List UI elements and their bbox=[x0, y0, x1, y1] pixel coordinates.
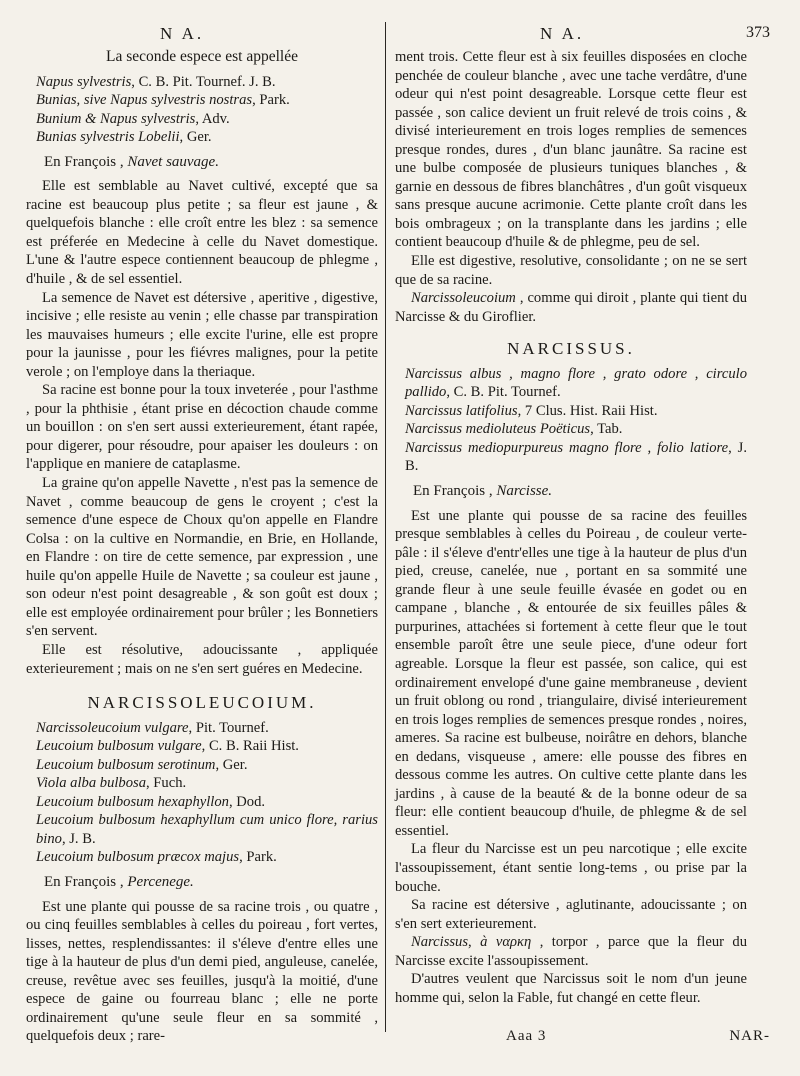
catchword: NAR- bbox=[729, 1028, 770, 1044]
paragraph: Elle est digestive, resolutive, consolidante ; on ne se sert que de sa racine. bbox=[395, 253, 747, 288]
paragraph: La graine qu'on appelle Navette , n'est pas la semence de Navet , comme beaucoup de gens le croyent ; c'est la semence d'une espece de Choux qu'on appelle en Flandre Colsa : on la cultive en Normandie, en Brie, en Hollande, en Flandre : on tire de cette semence, par expression , une huile qu'on appelle Huile de Navette ; sa couleur est jaune , son odeur n'est point desagreable , & son goût est doux ; elle est employée ordinairement pour brûler ; les Bonnetiers s'en servent. bbox=[26, 475, 378, 640]
right-column bbox=[395, 28, 747, 1007]
paragraph: D'autres veulent que Narcissus soit le nom d'un jeune homme qui, selon la Fable, fut changé en cette fleur. bbox=[395, 971, 747, 1006]
synonym-line: Leucoium bulbosum vulgare, C. B. Raii Hist. bbox=[36, 738, 299, 755]
synonym-line: Narcissus albus , magno flore , grato odore , circulo pallido, C. B. Pit. Tournef. bbox=[405, 365, 747, 401]
paragraph: Elle est résolutive, adoucissante , appliquée exterieurement ; mais on ne s'en sert guéres en Medecine. bbox=[26, 641, 378, 677]
synonym-line: Bunias sylvestris Lobelii, Ger. bbox=[36, 129, 212, 146]
paragraph: Est une plante qui pousse de sa racine des feuilles presque semblables à celles du Poireau , de couleur verte-pâle : il s'éleve d'entr'elles une tige à la hauteur de plus d'un pied, creuse, canelée, nue , portant en sa sommité une grande fleur à une seule feuille évasée en godet ou en campane , blanche , & entourée de six feuilles pâles & purpurines, attachées si fortement à cette fleur que le tout ensemble paroît être une seule piece, d'une odeur fort agreable. Lorsque la fleur est passée, son calice, qui est ordinairement envelopé d'une gaine membraneuse , devient un fruit oblong ou rond , triangulaire, divisé interieurement en trois loges remplies de semences presque rondes , noires, ameres. Sa racine est bulbeuse, noirâtre en dehors, blanche en dedans, visqueuse , amere: elle pousse des fibres en dessous comme les autres. On cultive cette plante dans les jardins , à cause de la beauté & de la bonne odeur de sa fleur: elle contient beaucoup d'huile, de phlegme & de sel essentiel. bbox=[395, 507, 747, 839]
synonym-list-2 bbox=[26, 719, 378, 867]
synonym-list-1 bbox=[26, 73, 378, 147]
synonym-line: Leucoium bulbosum hexaphyllon, Dod. bbox=[36, 793, 266, 810]
etymology-paragraph: Narcissus, à ναρκη , torpor , parce que la fleur du Narcisse excite l'assoupissement. bbox=[395, 934, 748, 969]
french-name-3: En François , Narcisse. bbox=[413, 483, 553, 500]
column-divider bbox=[385, 22, 386, 1032]
paragraph: La semence de Navet est détersive , aperitive , digestive, incisive ; elle resiste au venin ; elle chasse par transpiration les mauvaises humeurs ; elle excite l'urine, elle est propre pour la jaunisse , pour les fiévres malignes, pour la petite verole ; on l'employe dans la theriaque. bbox=[26, 289, 378, 380]
left-column bbox=[26, 28, 378, 1046]
synonym-line: Narcissus mediopurpureus magno flore , folio latiore, J. B. bbox=[405, 439, 748, 475]
running-head-right: N A. bbox=[540, 24, 585, 43]
signature-mark: Aaa 3 bbox=[506, 1028, 547, 1044]
french-name-1: En François , Navet sauvage. bbox=[44, 153, 219, 170]
synonym-line: Bunias, sive Napus sylvestris nostras, Park. bbox=[36, 92, 290, 109]
synonym-list-3 bbox=[395, 365, 747, 476]
etymology-note: Narcissoleucoium , comme qui diroit , plante qui tient du Narcisse & du Giroflier. bbox=[395, 290, 747, 325]
page-number: 373 bbox=[746, 24, 770, 41]
synonym-line: Napus sylvestris, C. B. Pit. Tournef. J. B. bbox=[36, 73, 276, 90]
synonym-line: Narcissoleucoium vulgare, Pit. Tournef. bbox=[36, 719, 269, 736]
synonym-line: Leucoium bulbosum serotinum, Ger. bbox=[36, 756, 248, 773]
running-head-left: N A. bbox=[160, 24, 205, 43]
synonym-line: Viola alba bulbosa, Fuch. bbox=[36, 775, 187, 792]
intro-heading: La seconde espece est appellée bbox=[106, 48, 298, 65]
section-title-narcissoleucoium: NARCISSOLEUCOIUM. bbox=[87, 693, 317, 713]
paragraph: Sa racine est détersive , aglutinante, adoucissante ; on s'en sert exterieurement. bbox=[395, 897, 747, 932]
paragraph: Sa racine est bonne pour la toux inveterée , pour l'asthme , pour la phthisie , étant prise en décoction chaude comme un bouillon : on s'en sert aussi exterieurement, étant rapée, pour digerer, pour résoudre, pour apaiser les douleurs : on l'applique en maniere de cataplasme. bbox=[26, 382, 378, 473]
paragraph: Est une plante qui pousse de sa racine trois , ou quatre , ou cinq feuilles semblables à celles du poireau , fort vertes, lisses, nettes, resplendissantes: il s'éleve d'entre elles une tige à la hauteur de plus d'un demi pied, anguleuse, canelée, creuse, revêtue avec ses feuilles, jusqu'à la moitié, d'une espece de gaine ou fourreau blanc ; elle ne porte ordinairement qu'une seule fleur en sa sommité , quelquefois deux ; rare- bbox=[26, 898, 378, 1045]
paragraph: ment trois. Cette fleur est à six feuilles disposées en cloche penchée de couleur blanche , avec une tache verdâtre, d'une odeur qui n'est point desagreable. Lorsque cette fleur est passée , son calice devient un fruit relevé de trois coins , & divisé interieurement en trois loges remplies de semences presque rondes, dures , d'un blanc jaunâtre. Sa racine est une bulbe composée de plusieurs tuniques blanches , & garnie en dessous de fibres blanchâtres , d'un goût visqueux sans presque aucune acrimonie. Cette plante croît dans les bois ombrageux ; on la transplante dans les jardins ; elle contient beaucoup d'huile & de phlegme, peu de sel. bbox=[395, 49, 747, 251]
french-name-2: En François , Percenege. bbox=[44, 873, 194, 890]
paragraph: La fleur du Narcisse est un peu narcotique ; elle excite l'assoupissement, étant sentie long-tems , ou prise par la bouche. bbox=[395, 841, 747, 895]
synonym-line: Narcissus latifolius, 7 Clus. Hist. Raii Hist. bbox=[405, 402, 658, 419]
synonym-line: Narcissus medioluteus Poëticus, Tab. bbox=[405, 421, 623, 438]
synonym-line: Bunium & Napus sylvestris, Adv. bbox=[36, 110, 230, 127]
section-title-narcissus: NARCISSUS. bbox=[507, 339, 635, 359]
synonym-line: Leucoium bulbosum præcox majus, Park. bbox=[36, 849, 277, 866]
paragraph: Elle est semblable au Navet cultivé, excepté que sa racine est beaucoup plus petite ; sa fleur est jaune , & quelquefois blanche : elle croît entre les blez : sa semence est préferée en Medecine à celle du Navet domestique. L'une & l'autre espece contiennent beaucoup de phlegme , d'huile , & de sel essentiel. bbox=[26, 178, 378, 288]
synonym-line: Leucoium bulbosum hexaphyllum cum unico flore, rarius bino, J. B. bbox=[36, 812, 378, 847]
